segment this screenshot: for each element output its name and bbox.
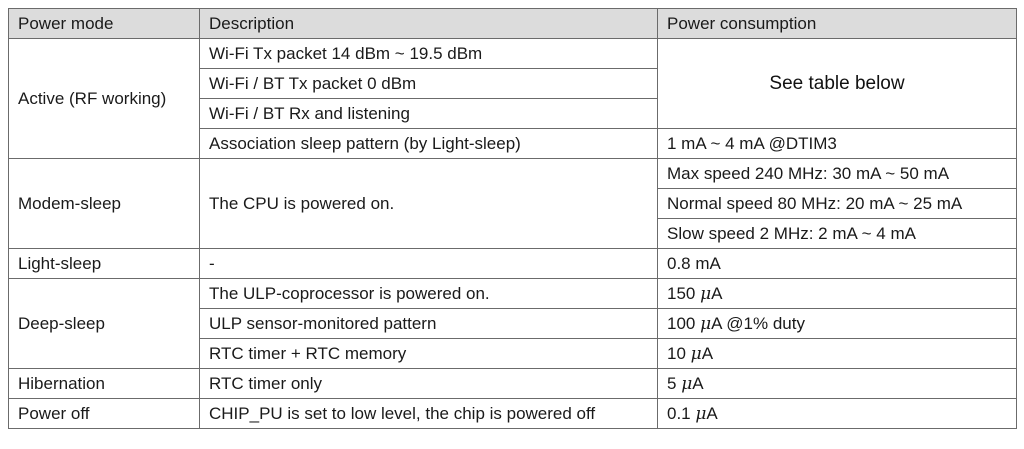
mode-deep-sleep: Deep-sleep <box>9 279 200 369</box>
see-table-below-cell: See table below <box>658 39 1017 129</box>
table-row <box>9 279 1017 309</box>
description-cell: - <box>200 249 658 279</box>
mode-active: Active (RF working) <box>9 39 200 159</box>
consumption-cell: Slow speed 2 MHz: 2 mA ~ 4 mA <box>658 219 1017 249</box>
consumption-cell: 0.1 μA <box>658 399 1017 429</box>
table-row <box>9 399 1017 429</box>
mode-light-sleep: Light-sleep <box>9 249 200 279</box>
table-row <box>9 249 1017 279</box>
consumption-cell: 0.8 mA <box>658 249 1017 279</box>
description-cell: Wi-Fi Tx packet 14 dBm ~ 19.5 dBm <box>200 39 658 69</box>
consumption-cell: Normal speed 80 MHz: 20 mA ~ 25 mA <box>658 189 1017 219</box>
table-row <box>9 369 1017 399</box>
description-cell: The CPU is powered on. <box>200 159 658 249</box>
mode-hibernation: Hibernation <box>9 369 200 399</box>
mode-modem-sleep: Modem-sleep <box>9 159 200 249</box>
power-consumption-table <box>8 8 1017 429</box>
description-cell: Wi-Fi / BT Tx packet 0 dBm <box>200 69 658 99</box>
header-power-consumption: Power consumption <box>658 9 1017 39</box>
mode-power-off: Power off <box>9 399 200 429</box>
consumption-cell: 1 mA ~ 4 mA @DTIM3 <box>658 129 1017 159</box>
header-power-mode: Power mode <box>9 9 200 39</box>
table-row <box>9 39 1017 69</box>
description-cell: ULP sensor-monitored pattern <box>200 309 658 339</box>
consumption-cell: 100 μA @1% duty <box>658 309 1017 339</box>
description-cell: Wi-Fi / BT Rx and listening <box>200 99 658 129</box>
description-cell: The ULP-coprocessor is powered on. <box>200 279 658 309</box>
header-row <box>9 9 1017 39</box>
description-cell: CHIP_PU is set to low level, the chip is powered off <box>200 399 658 429</box>
description-cell: RTC timer + RTC memory <box>200 339 658 369</box>
consumption-cell: Max speed 240 MHz: 30 mA ~ 50 mA <box>658 159 1017 189</box>
consumption-cell: 150 μA <box>658 279 1017 309</box>
description-cell: RTC timer only <box>200 369 658 399</box>
table-row <box>9 159 1017 189</box>
consumption-cell: 10 μA <box>658 339 1017 369</box>
header-description: Description <box>200 9 658 39</box>
description-cell: Association sleep pattern (by Light-sleep) <box>200 129 658 159</box>
consumption-cell: 5 μA <box>658 369 1017 399</box>
